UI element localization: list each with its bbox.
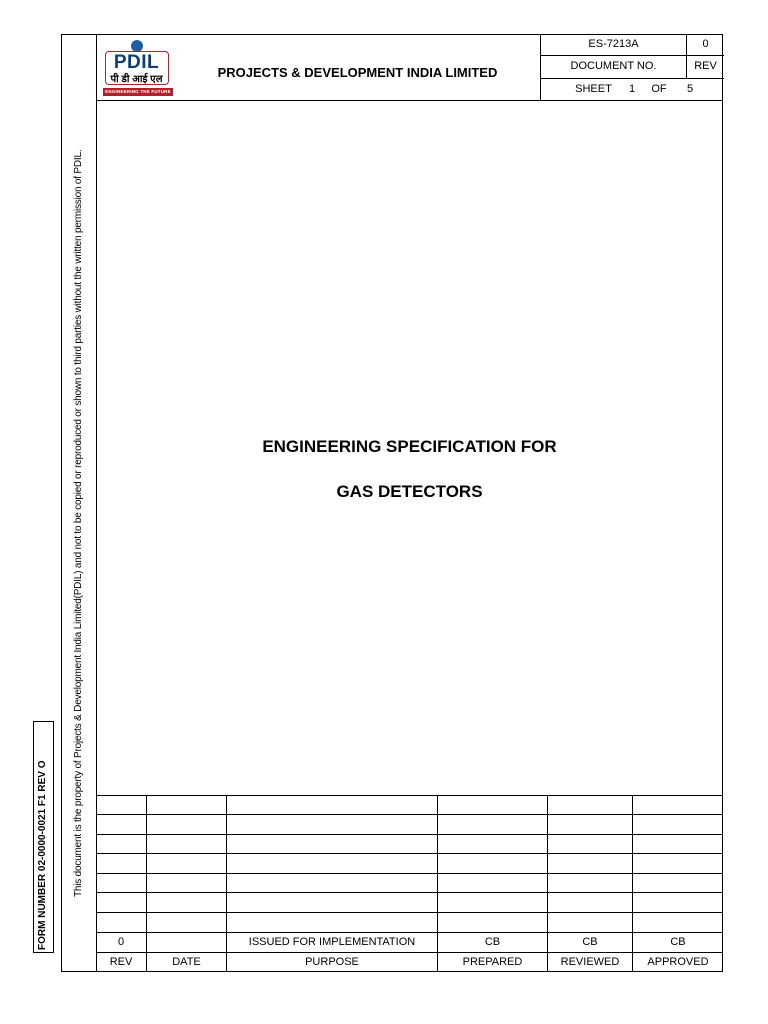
header-approved: APPROVED: [647, 956, 709, 968]
logo-tagline: ENGINEERING THE FUTURE: [103, 88, 173, 96]
logo-text: PDIL: [113, 52, 160, 73]
of-label: OF: [651, 83, 667, 95]
header-rev: REV: [109, 956, 133, 968]
pdil-logo: [101, 40, 173, 98]
rev-cell: 0: [117, 936, 125, 948]
reviewed-cell: CB: [582, 936, 598, 948]
header-purpose: PURPOSE: [305, 956, 359, 968]
sheet-current: 1: [628, 83, 636, 95]
copyright-notice: This document is the property of Projects & Development India Limited(PDIL) and not to be copied or reproduced or shown to third parties without the written permission of PDIL.: [73, 149, 84, 897]
document-title-line-2: GAS DETECTORS: [336, 482, 483, 501]
sheet-total: 5: [686, 83, 694, 95]
revision-label: REV: [694, 60, 717, 72]
approved-cell: CB: [670, 936, 686, 948]
logo-box: [105, 51, 169, 85]
header-prepared: PREPARED: [462, 956, 523, 968]
purpose-cell: ISSUED FOR IMPLEMENTATION: [248, 936, 416, 948]
date-cell: [147, 933, 226, 952]
document-title-line-1: ENGINEERING SPECIFICATION FOR: [262, 437, 557, 456]
prepared-cell: CB: [484, 936, 501, 948]
document-info-table: [540, 34, 723, 101]
revision-number: 0: [702, 38, 709, 50]
document-number: ES-7213A: [588, 38, 639, 50]
document-number-label: DOCUMENT NO.: [570, 60, 657, 72]
logo-hindi-text: पी डी आई एल: [110, 74, 163, 85]
revision-table: [96, 795, 723, 972]
header-date: DATE: [172, 956, 201, 968]
company-name: PROJECTS & DEVELOPMENT INDIA LIMITED: [217, 65, 498, 80]
header-reviewed: REVIEWED: [560, 956, 620, 968]
form-number: FORM NUMBER 02-0000-0021 F1 REV O: [37, 760, 48, 950]
sheet-label: SHEET: [575, 83, 612, 95]
